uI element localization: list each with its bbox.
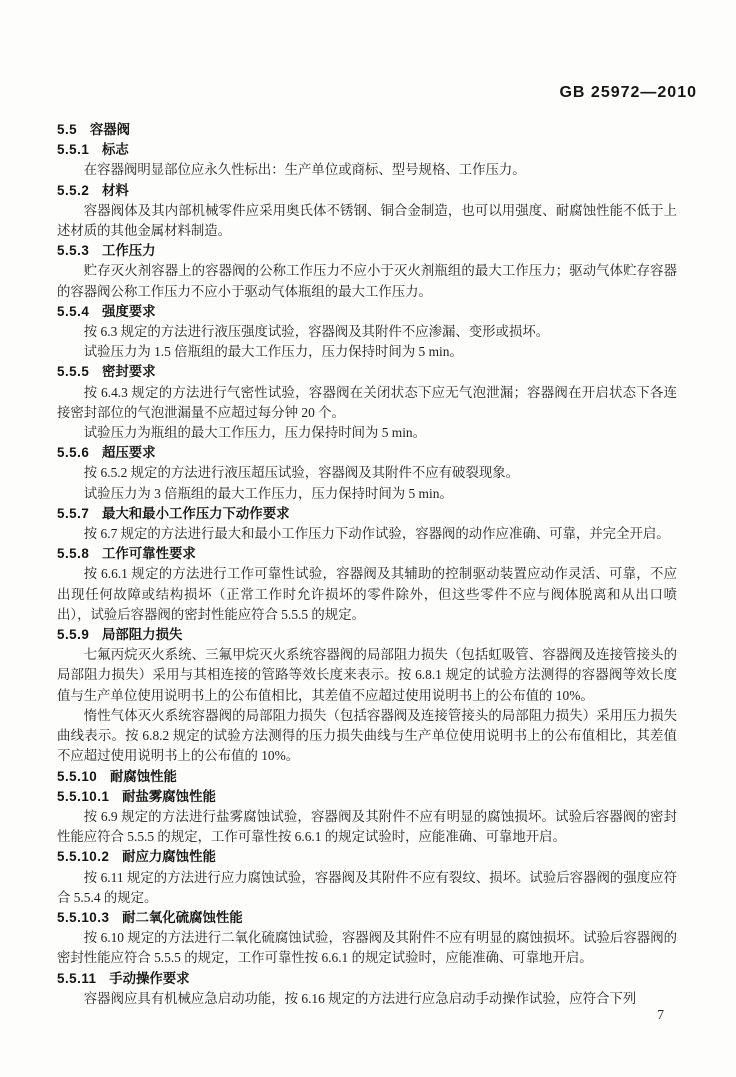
section-title: 强度要求 <box>102 303 156 319</box>
section-heading <box>57 787 677 807</box>
section-number: 5.5.10.1 <box>57 788 110 804</box>
section-title: 标志 <box>102 142 129 158</box>
paragraph: 容器阀应具有机械应急启动功能，按 6.16 规定的方法进行应急启动手动操作试验，应符合下列 <box>83 990 637 1006</box>
page-header <box>0 84 697 102</box>
section-heading <box>57 625 677 645</box>
section-number: 5.5.11 <box>57 970 97 986</box>
paragraph: 按 6.4.3 规定的方法进行气密性试验，容器阀在关闭状态下应无气泡泄漏；容器阀在开启状态下各连接密封部位的气泡泄漏量不应超过每分钟 20 个。 <box>57 384 677 420</box>
section-heading <box>57 362 677 382</box>
paragraph: 按 6.9 规定的方法进行盐雾腐蚀试验，容器阀及其附件不应有明显的腐蚀损坏。试验后容器阀的密封性能应符合 5.5.5 的规定，工作可靠性按 6.6.1 的规定试验时，应能准确、可靠地开启。 <box>57 808 677 845</box>
section-number: 5.5.8 <box>57 546 90 562</box>
section-title: 耐应力腐蚀性能 <box>122 849 216 865</box>
document-body <box>57 120 677 1009</box>
section-title: 工作可靠性要求 <box>102 546 196 562</box>
paragraph: 按 6.11 规定的方法进行应力腐蚀试验，容器阀及其附件不应有裂纹、损坏。试验后容器阀的强度应符合 5.5.4 的规定。 <box>57 869 677 905</box>
section-title: 工作压力 <box>102 243 156 259</box>
section-heading <box>57 241 677 261</box>
section-title: 密封要求 <box>102 364 156 380</box>
section-number: 5.5.6 <box>57 445 90 461</box>
section-heading <box>57 908 677 928</box>
paragraph: 按 6.10 规定的方法进行二氧化硫腐蚀试验，容器阀及其附件不应有明显的腐蚀损坏。试验后容器阀的密封性能应符合 5.5.5 的规定，工作可靠性按 6.6.1 的规定试验时，应能准确、可靠地开启。 <box>57 930 677 966</box>
section-number: 5.5.10 <box>57 768 98 784</box>
section-title: 手动操作要求 <box>109 970 190 986</box>
section-heading <box>57 969 677 989</box>
page-footer <box>0 1007 664 1023</box>
section-number: 5.5 <box>57 122 78 137</box>
section-heading <box>57 120 677 140</box>
section-heading <box>57 544 677 564</box>
paragraph: 贮存灭火剂容器上的容器阀的公称工作压力不应小于灭火剂瓶组的最大工作压力；驱动气体贮存容器的容器阀公称工作压力不应小于驱动气体瓶组的最大工作压力。 <box>57 263 677 299</box>
section-title: 最大和最小工作压力下动作要求 <box>102 505 290 521</box>
section-number: 5.5.3 <box>57 243 90 259</box>
paragraph: 按 6.5.2 规定的方法进行液压超压试验，容器阀及其附件不应有破裂现象。 <box>83 465 519 481</box>
paragraph: 在容器阀明显部位应永久性标出：生产单位或商标、型号规格、工作压力。 <box>83 162 526 178</box>
section-heading <box>57 140 677 160</box>
section-heading <box>57 443 677 463</box>
section-number: 5.5.5 <box>57 364 90 380</box>
paragraph: 按 6.3 规定的方法进行液压强度试验，容器阀及其附件不应渗漏、变形或损坏。 <box>83 324 550 340</box>
section-title: 超压要求 <box>102 445 156 461</box>
paragraph: 试验压力为瓶组的最大工作压力，压力保持时间为 5 min。 <box>83 425 427 441</box>
page-number: 7 <box>657 1007 664 1022</box>
section-title: 耐腐蚀性能 <box>109 768 177 784</box>
section-heading <box>57 767 677 787</box>
section-number: 5.5.2 <box>57 182 90 198</box>
section-title: 耐二氧化硫腐蚀性能 <box>122 909 243 925</box>
section-number: 5.5.1 <box>57 142 90 158</box>
paragraph: 试验压力为 3 倍瓶组的最大工作压力，压力保持时间为 5 min。 <box>83 485 453 501</box>
section-heading <box>57 181 677 201</box>
section-number: 5.5.10.3 <box>57 909 110 925</box>
section-number: 5.5.7 <box>57 505 90 521</box>
section-heading <box>57 302 677 322</box>
paragraph: 容器阀体及其内部机械零件应采用奥氏体不锈钢、铜合金制造，也可以用强度、耐腐蚀性能不低于上述材质的其他金属材料制造。 <box>57 202 677 239</box>
paragraph: 按 6.6.1 规定的方法进行工作可靠性试验，容器阀及其辅助的控制驱动装置应动作灵活、可靠，不应出现任何故障或结构损坏（正常工作时允许损坏的零件除外，但这些零件不应与阀体脱离和从出口喷出），试验后容器阀的密封性能应符合 5.5.5 的规定。 <box>57 566 677 622</box>
paragraph: 七氟丙烷灭火系统、三氟甲烷灭火系统容器阀的局部阻力损失（包括虹吸管、容器阀及连接管接头的局部阻力损失）采用与其相连接的管路等效长度来表示。按 6.8.1 规定的试验方法测得的容器阀等效长度值与生产单位使用说明书上的公布值相比，其差值不应超过使用说明书上的公布值的 10%。 <box>57 647 677 703</box>
section-title: 耐盐雾腐蚀性能 <box>122 788 216 804</box>
section-title: 容器阀 <box>89 122 131 137</box>
section-heading <box>57 847 677 867</box>
section-number: 5.5.9 <box>57 627 90 643</box>
standard-number: GB 25972—2010 <box>559 84 697 101</box>
section-title: 局部阻力损失 <box>102 627 183 643</box>
section-heading <box>57 504 677 524</box>
paragraph: 按 6.7 规定的方法进行最大和最小工作压力下动作试验，容器阀的动作应准确、可靠，并完全开启。 <box>83 526 670 542</box>
section-number: 5.5.4 <box>57 303 90 319</box>
section-title: 材料 <box>102 182 129 198</box>
paragraph: 试验压力为 1.5 倍瓶组的最大工作压力，压力保持时间为 5 min。 <box>83 344 463 360</box>
section-number: 5.5.10.2 <box>57 849 110 865</box>
paragraph: 惰性气体灭火系统容器阀的局部阻力损失（包括容器阀及连接管接头的局部阻力损失）采用压力损失曲线表示。按 6.8.2 规定的试验方法测得的压力损失曲线与生产单位使用说明书上的公布值相比，其差值不应超过使用说明书上的公布值的 10%。 <box>57 707 677 764</box>
